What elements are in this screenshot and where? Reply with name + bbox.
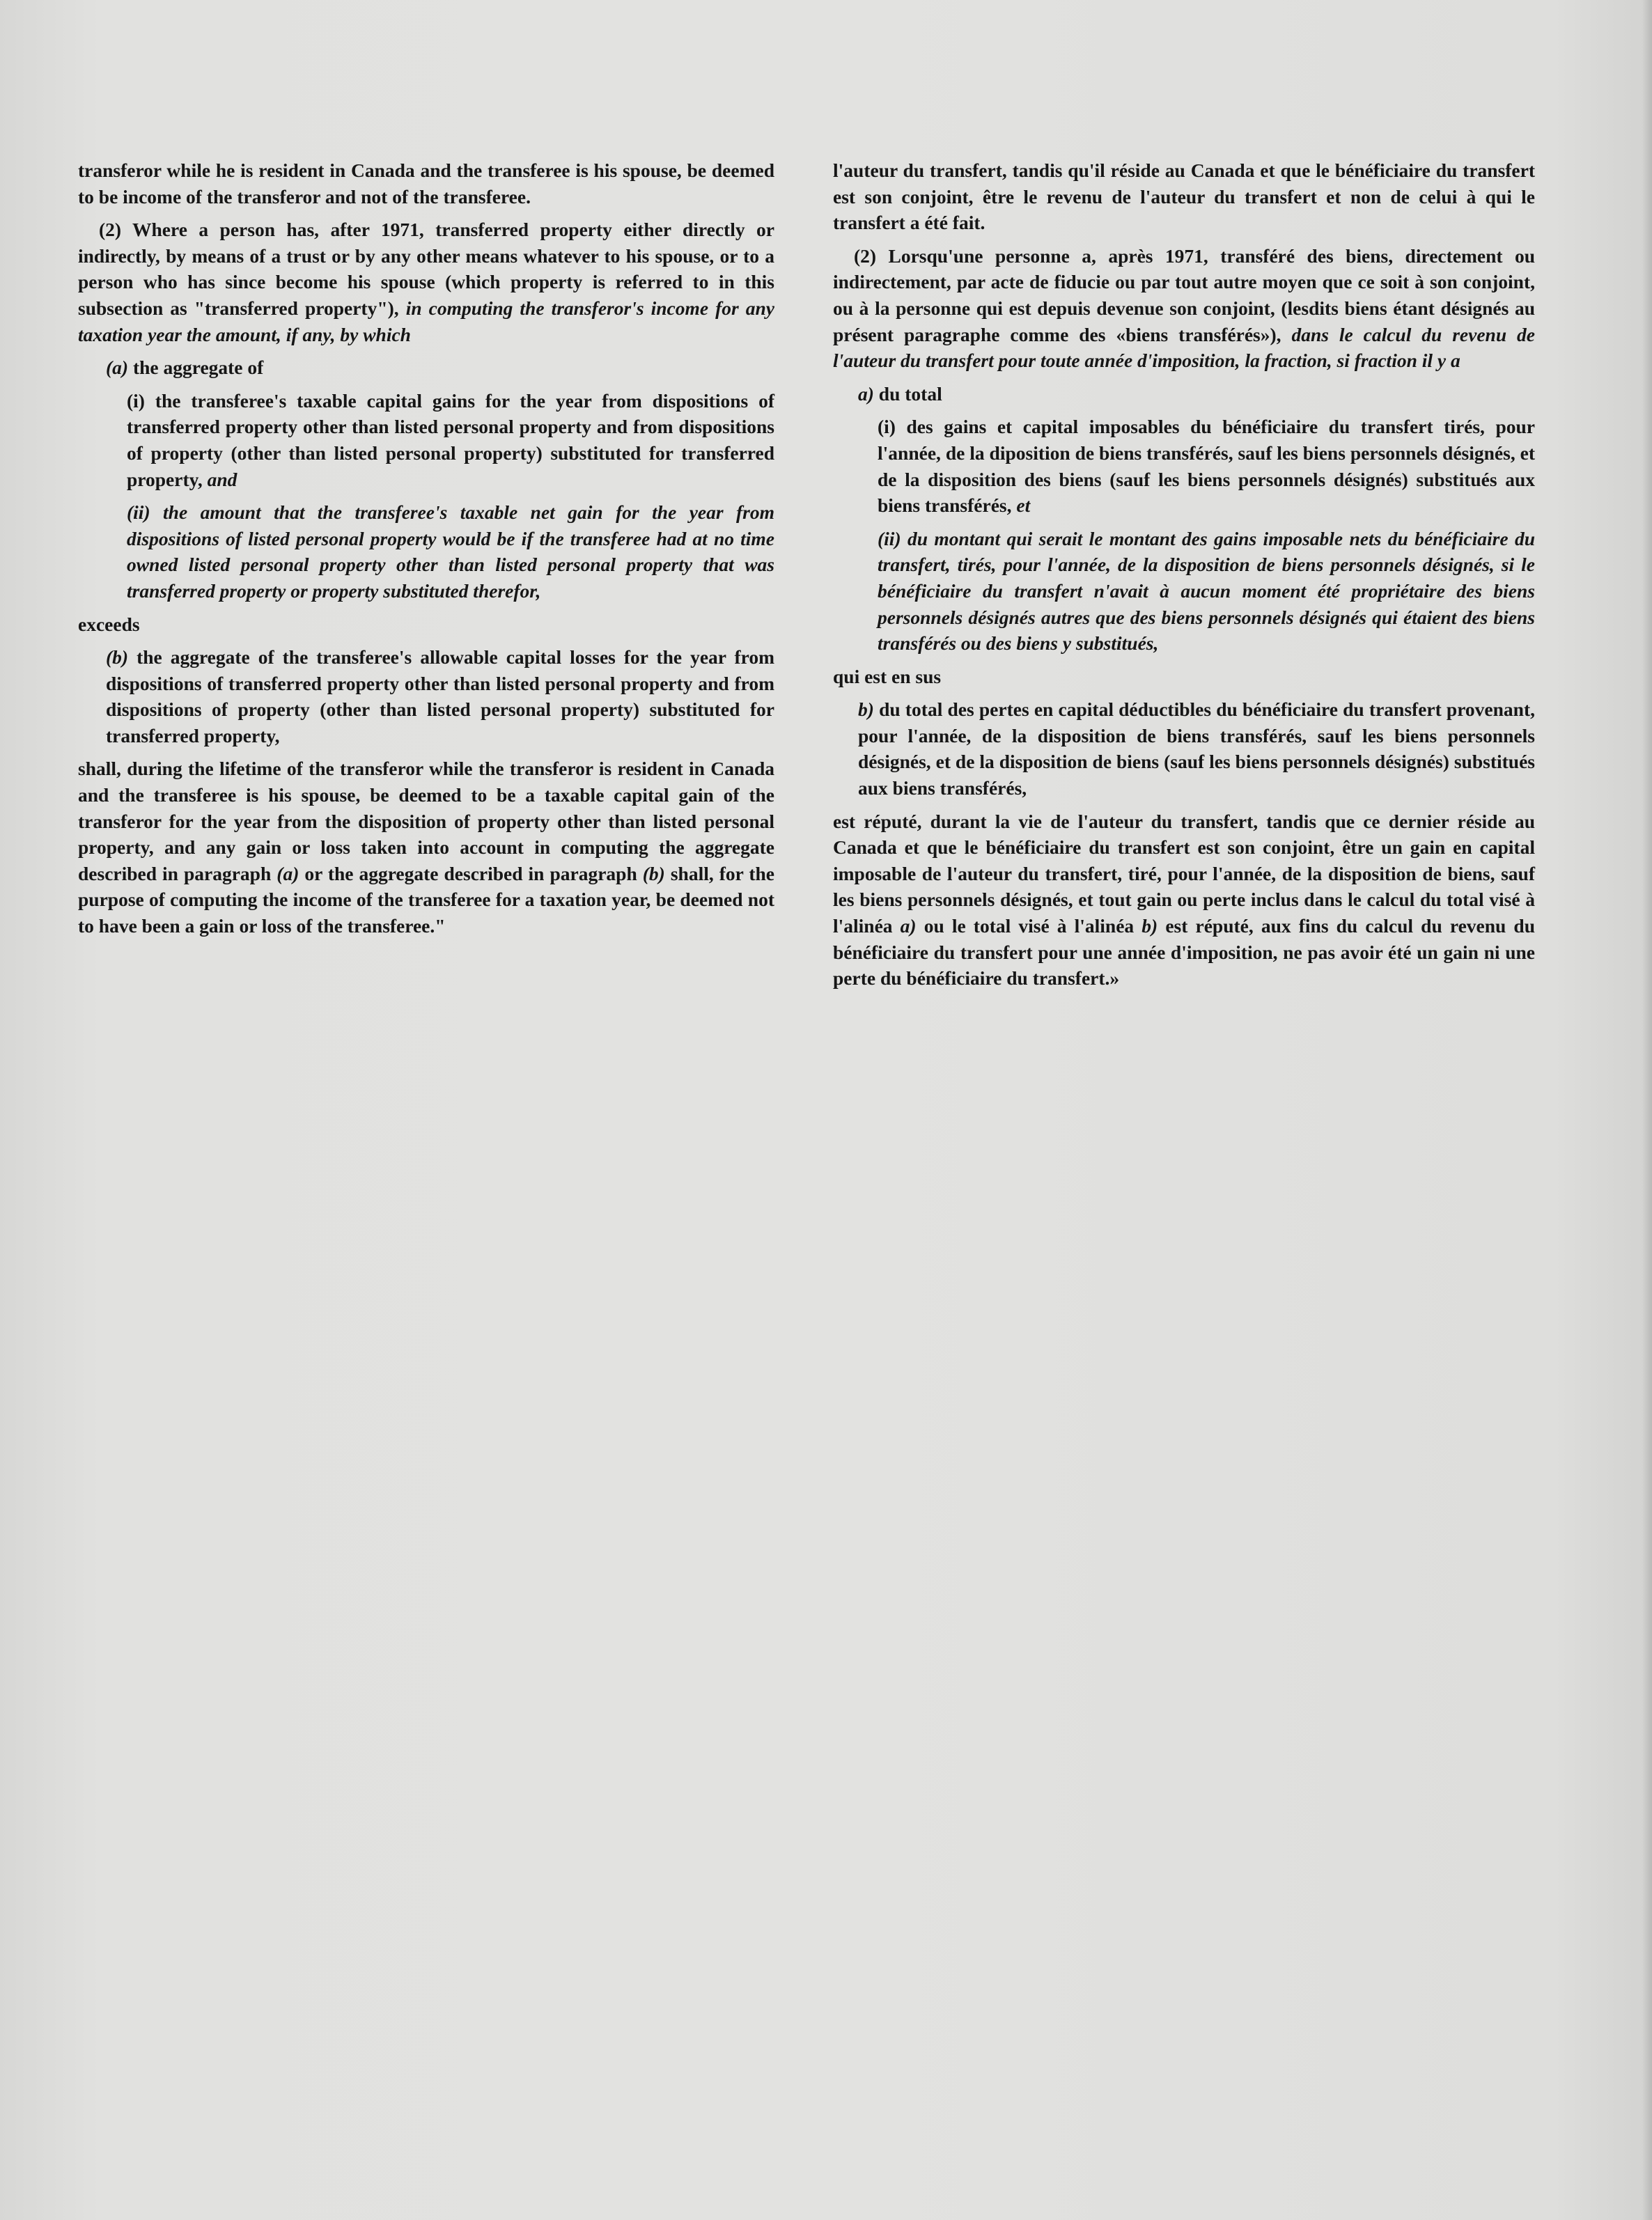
en-paragraph-b-label: (b): [106, 646, 129, 669]
en-closing-ref-b: (b): [642, 862, 665, 884]
en-subparagraph-i-text: (i) the transferee's taxable capital gains for the year from dispositions of transferred property other than listed personal property and from dispositions of property (other than listed personal property) substituted for transferred property,: [127, 389, 774, 490]
en-closing-mid: or the aggregate described in paragraph: [304, 862, 637, 884]
fr-paragraph-b-label: b): [858, 698, 874, 721]
fr-paragraph-a-text: du total: [878, 382, 942, 405]
fr-paragraph-b: [833, 696, 1535, 801]
en-subsection-2-italic: in computing the transferor's income for any taxation year the amount, if any, by which: [78, 297, 774, 345]
fr-exceeds: qui est en sus: [833, 665, 942, 687]
fr-closing-ref-b: b): [1141, 915, 1158, 937]
fr-paragraph-a-label: a): [858, 382, 874, 405]
en-paragraph-b-text: the aggregate of the transferee's allowable capital losses for the year from dispositions of transferred property other than listed personal property and from dispositions of property (other than listed personal property) substituted for transferred property,: [106, 646, 775, 746]
fr-closing-mid: ou le total visé à l'alinéa: [924, 915, 1135, 937]
en-subsection-2: [78, 217, 774, 347]
fr-subsection-2: [833, 243, 1535, 374]
fr-closing-end: est réputé, aux fins du calcul du revenu du bénéficiaire du transfert pour une année d'imposition, ne pas avoir été un gain ni une perte du bénéficiaire du transfert.»: [833, 915, 1536, 990]
en-subparagraph-i-and: and: [207, 468, 237, 490]
en-closing-start: shall, during the lifetime of the transferor while the transferor is resident in Canada and the transferee is his spouse, be deemed to be a taxable capital gain of the transferor for the year from the disposition of property other than listed personal property, and any gain or loss taken into account in computing the aggregate described in paragraph: [78, 758, 774, 884]
english-column: [78, 157, 774, 946]
fr-subsection-2-text: (2) Lorsqu'une personne a, après 1971, transféré des biens, directement ou indirectement, par acte de fiducie ou par tout autre moyen que ce soit à son conjoint, ou à la personne qui est depuis devenue son conjoint, (lesdits biens étant désignés au présent paragraphe comme des «biens transférés»),: [833, 244, 1535, 345]
fr-paragraph-1: l'auteur du transfert, tandis qu'il réside au Canada et que le bénéficiaire du transfert est son conjoint, être le revenu de l'auteur du transfert et non de celui à qui le transfert a été fait.: [833, 159, 1535, 234]
en-subsection-2-text: (2) Where a person has, after 1971, transferred property either directly or indirectly, by means of a trust or by any other means whatever to his spouse, or to a person who has since become his spouse (which property is referred to in this subsection as "transferred property"),: [78, 219, 774, 319]
en-closing-end: shall, for the purpose of computing the income of the transferee for a taxation year, be deemed not to have been a gain or loss of the transferee.": [78, 862, 775, 937]
en-paragraph-b: [78, 644, 774, 749]
fr-closing-start: est réputé, durant la vie de l'auteur du transfert, tandis que ce dernier réside au Canada et que le bénéficiaire du transfert est son conjoint, être un gain en capital imposable de l'auteur du transfert, tiré, pour l'année, de la disposition de biens, sauf les biens personnels désignés, et tout gain ou perte inclus dans le calcul du total visé à l'alinéa: [833, 810, 1535, 937]
fr-subparagraph-i: [833, 414, 1535, 518]
fr-subparagraph-ii: (ii) du montant qui serait le montant des gains imposable nets du bénéficiaire du transfert, tirés, pour l'année, de la disposition de biens personnels désignés, si le bénéficiaire du transfert n'avait à aucun moment été propriétaire des biens personnels désignés autres que des biens personnels désignés qui étaient des biens transférés ou des biens y substitués,: [878, 527, 1535, 655]
en-subparagraph-i: [78, 388, 774, 492]
en-paragraph-1: transferor while he is resident in Canada and the transferee is his spouse, be deemed to be income of the transferor and not of the transferee.: [78, 159, 774, 208]
en-subparagraph-ii: (ii) the amount that the transferee's taxable net gain for the year from dispositions of listed personal property would be if the transferee had at no time owned listed personal property other than listed personal property that was transferred property or property substituted therefor,: [127, 501, 774, 602]
en-closing-paragraph: [78, 756, 774, 939]
en-paragraph-a-text: the aggregate of: [132, 357, 264, 379]
en-closing-ref-a: (a): [276, 862, 299, 884]
fr-subparagraph-i-text: (i) des gains et capital imposables du bénéficiaire du transfert tirés, pour l'année, de la diposition de biens transférés, sauf les biens personnels désignés, et de la disposition des biens (sauf les biens personnels désignés) substitués aux biens transférés,: [878, 416, 1535, 517]
fr-subsection-2-italic: dans le calcul du revenu de l'auteur du transfert pour toute année d'imposition, la fraction, si fraction il y a: [833, 323, 1535, 372]
fr-subparagraph-i-et: et: [1016, 494, 1031, 517]
en-exceeds: exceeds: [78, 613, 140, 635]
french-column: [833, 157, 1535, 999]
fr-closing-paragraph: [833, 808, 1535, 992]
en-paragraph-a: [78, 354, 774, 381]
fr-closing-ref-a: a): [900, 915, 917, 937]
fr-paragraph-a: [833, 381, 1535, 407]
en-paragraph-a-label: (a): [106, 357, 129, 379]
fr-paragraph-b-text: du total des pertes en capital déductibles du bénéficiaire du transfert provenant, pour l'année, de la disposition de biens transférés, sauf les biens personnels désignés, et de la disposition de biens (sauf les biens personnels désignés) substitués aux biens transférés,: [858, 698, 1536, 799]
page-edge-shadow: [1642, 0, 1652, 2220]
